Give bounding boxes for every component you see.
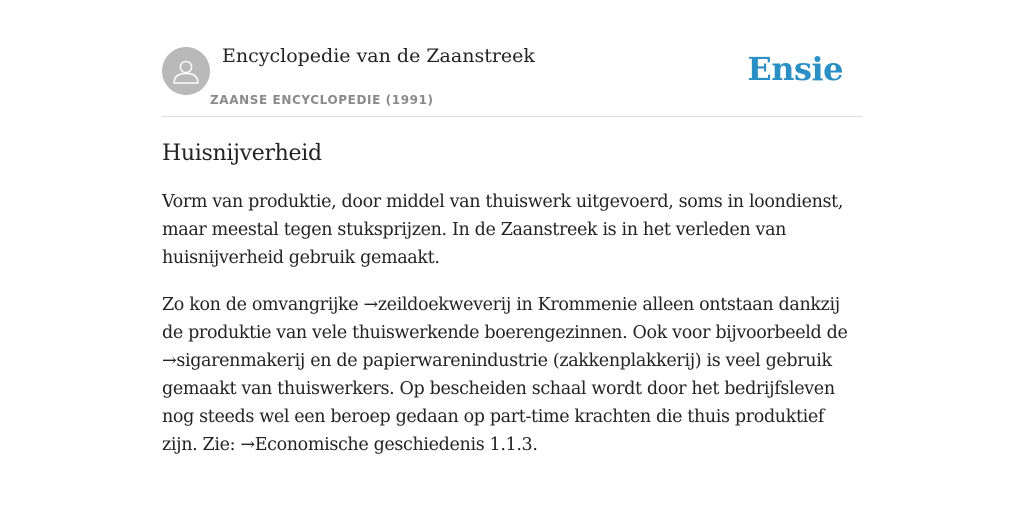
paragraph-text: en de papierwarenindustrie (zakkenplakkerij) is veel gebruik gemaakt van thuiswerkers. Op bescheiden schaal wordt door het bedrijfsleven nog steeds wel een beroep gedaan op part-time krachten die thuis produktief zijn. Zie: — [162, 351, 835, 455]
link-sigarenmakerij[interactable]: →sigarenmakerij — [162, 351, 305, 371]
entry-content — [162, 139, 862, 478]
link-economische-geschiedenis[interactable]: →Economische geschiedenis 1.1.3 — [240, 435, 533, 455]
encyclopedia-title-link[interactable]: Encyclopedie van de Zaanstreek — [222, 45, 535, 67]
paragraph-text: Zo kon de omvangrijke — [162, 295, 364, 315]
entry-paragraph-2 — [162, 291, 862, 459]
paragraph-text: . — [532, 435, 538, 455]
brand-logo-link[interactable]: Ensie — [747, 50, 843, 88]
entry-title: Huisnijverheid — [162, 141, 322, 166]
paragraph-text: in Krommenie alleen ontstaan dankzij de produktie van vele thuiswerkende boerengezinnen. Ook voor bijvoorbeeld de — [162, 295, 848, 343]
link-zeildoekweverij[interactable]: →zeildoekweverij — [363, 295, 511, 315]
entry-paragraph-1: Vorm van produktie, door middel van thuiswerk uitgevoerd, soms in loondienst, maar meestal tegen stuksprijzen. In de Zaanstreek is in het verleden van huisnijverheid gebruik gemaakt. — [162, 192, 844, 268]
encyclopedia-subtitle: ZAANSE ENCYCLOPEDIE (1991) — [210, 93, 434, 107]
site-header — [162, 0, 862, 117]
user-silhouette-icon[interactable] — [162, 47, 210, 95]
